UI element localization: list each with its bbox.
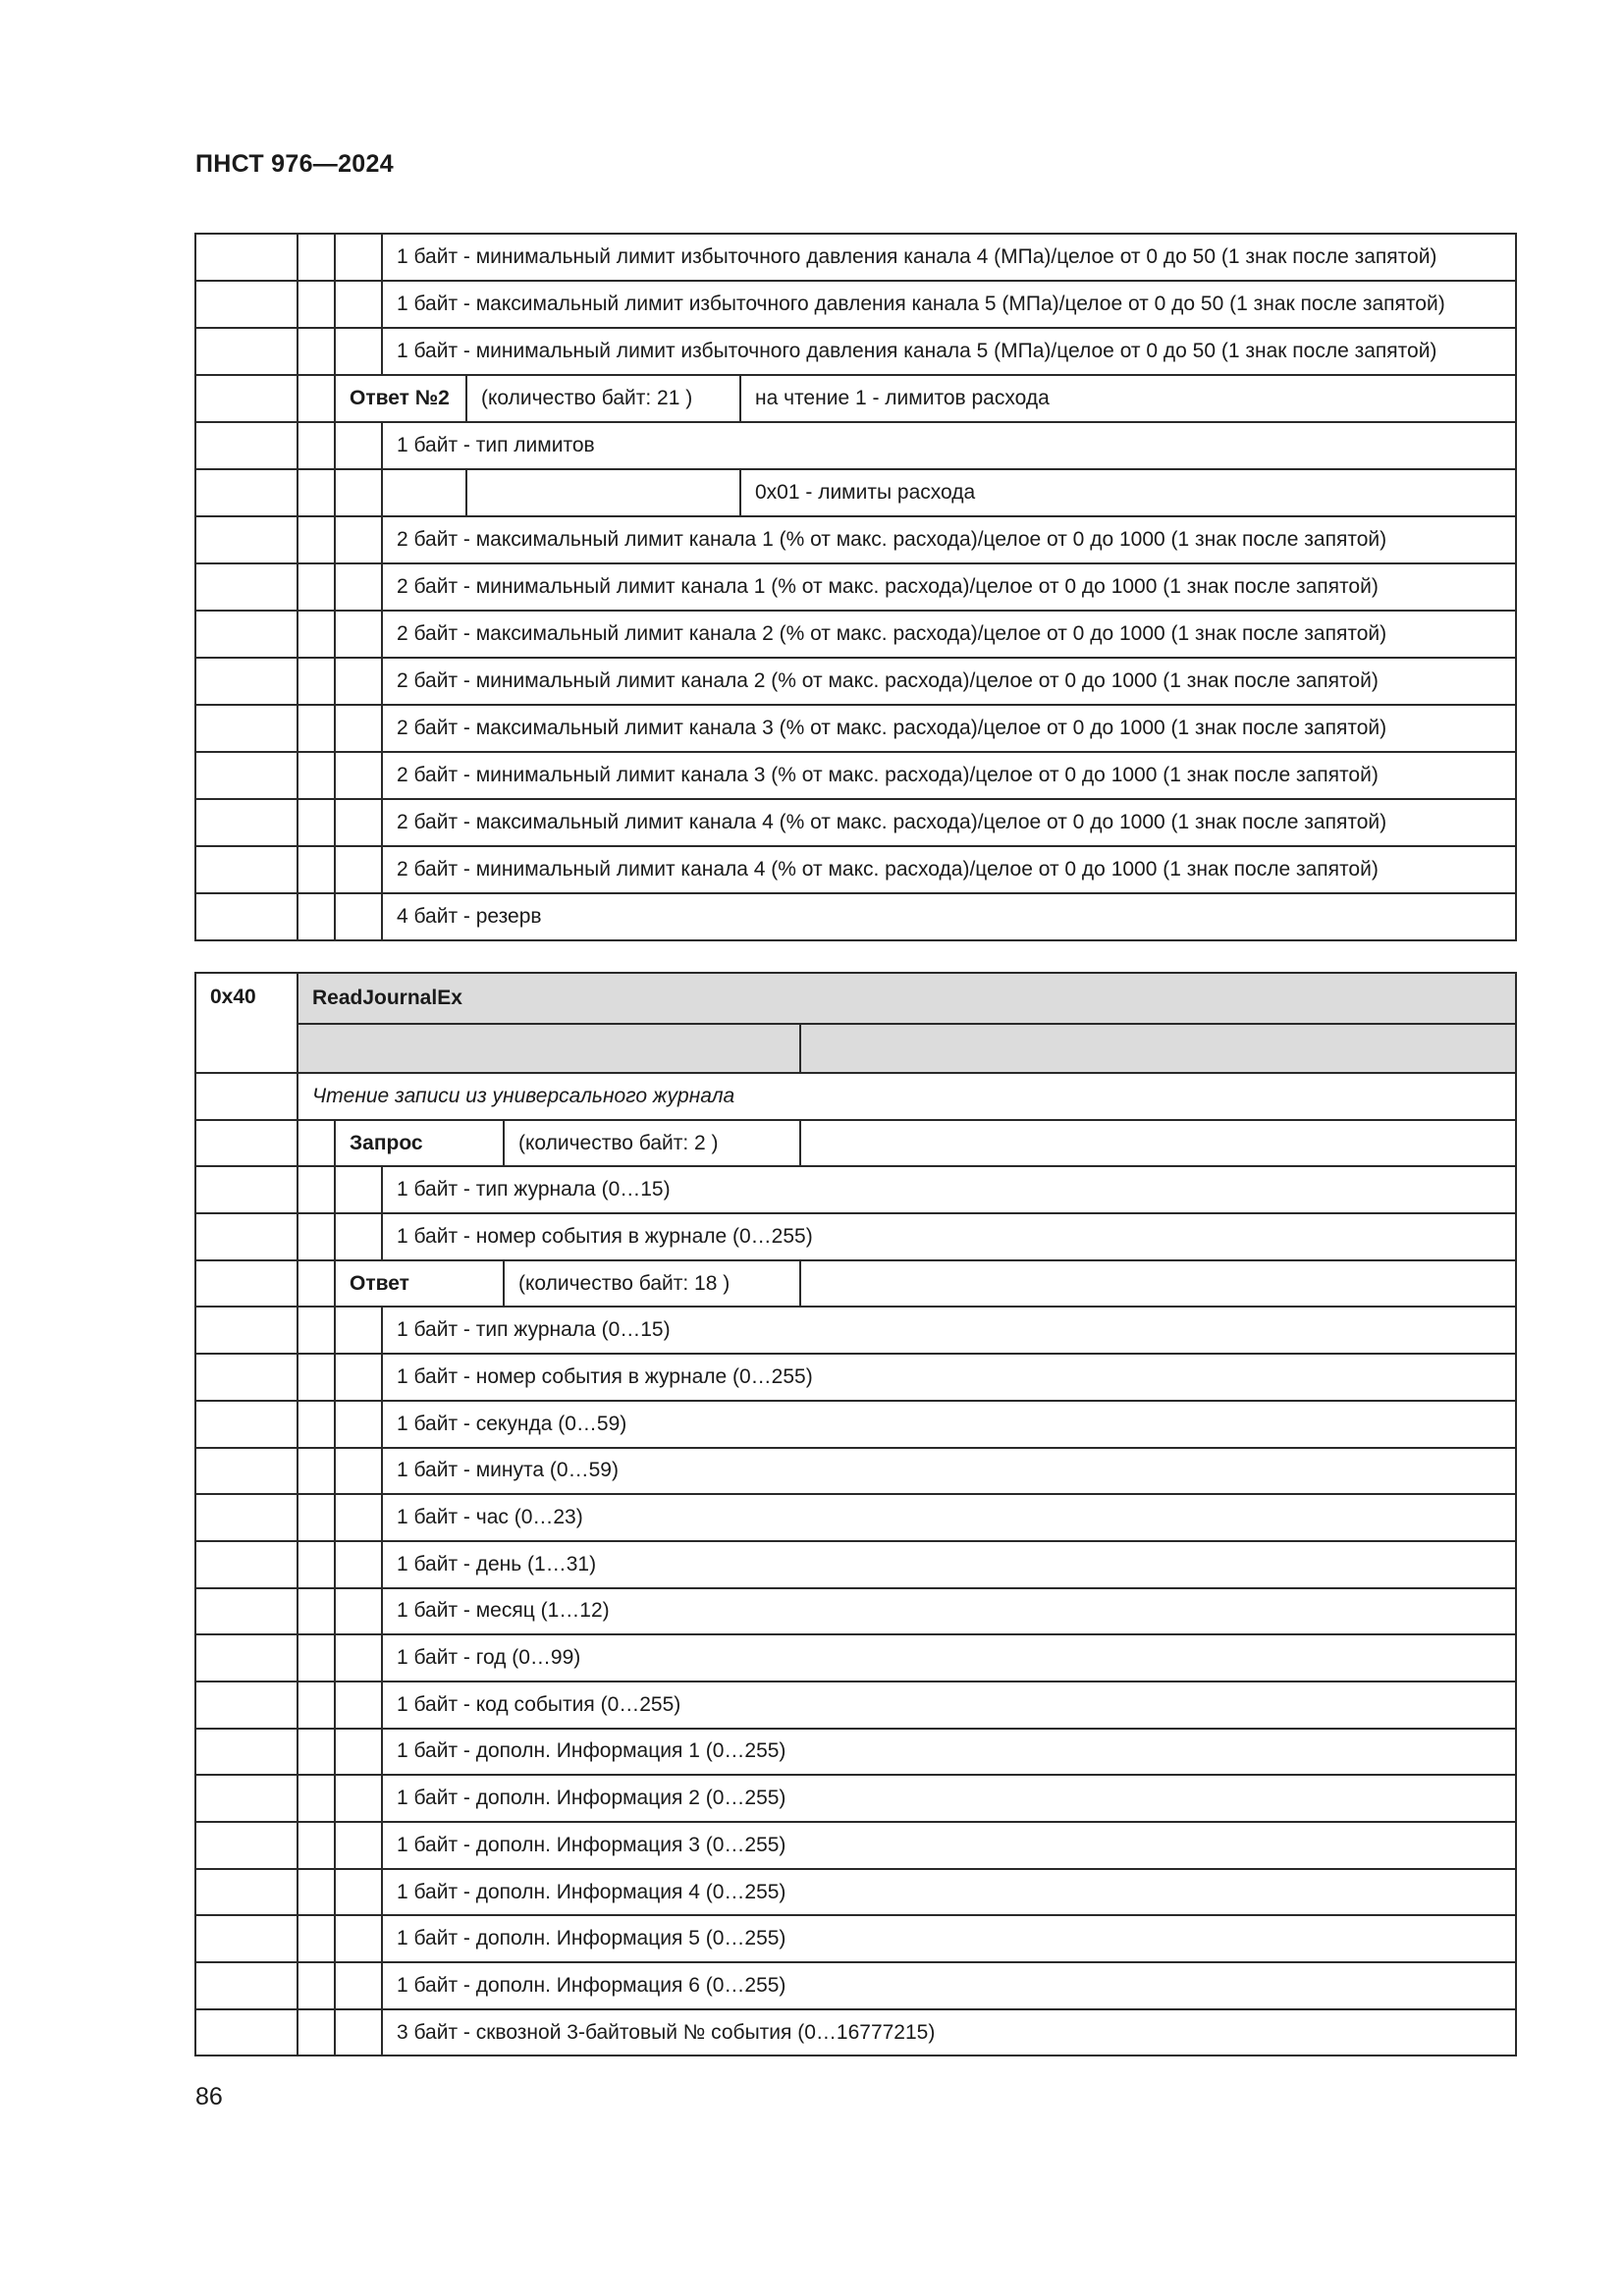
answer-label: Ответ №2: [335, 375, 466, 422]
table-row: [195, 1213, 1516, 1260]
field-description: 1 байт - дополн. Информация 4 (0…255): [382, 1869, 1516, 1916]
field-description: 2 байт - максимальный лимит канала 2 (% от макс. расхода)/целое от 0 до 1000 (1 знак после запятой): [382, 611, 1516, 658]
table-row: [195, 422, 1516, 469]
table-row: [195, 1073, 1516, 1120]
document-title: ПНСТ 976—2024: [195, 150, 394, 178]
field-description: 1 байт - дополн. Информация 2 (0…255): [382, 1775, 1516, 1822]
field-description: 1 байт - номер события в журнале (0…255): [382, 1213, 1516, 1260]
field-description: 1 байт - час (0…23): [382, 1494, 1516, 1541]
field-description: 1 байт - дополн. Информация 6 (0…255): [382, 1962, 1516, 2009]
command-name: ReadJournalEx: [298, 973, 1516, 1024]
field-description: 1 байт - минимальный лимит избыточного давления канала 4 (МПа)/целое от 0 до 50 (1 знак после запятой): [382, 234, 1516, 281]
request-bytes: (количество байт: 2 ): [504, 1120, 800, 1167]
field-description: 1 байт - тип журнала (0…15): [382, 1307, 1516, 1354]
field-description: 2 байт - максимальный лимит канала 3 (% от макс. расхода)/целое от 0 до 1000 (1 знак после запятой): [382, 705, 1516, 752]
field-description: 1 байт - тип журнала (0…15): [382, 1166, 1516, 1213]
table-row: [195, 281, 1516, 328]
limit-type-value: 0x01 - лимиты расхода: [740, 469, 1516, 516]
response-bytes: (количество байт: 18 ): [504, 1260, 800, 1308]
field-description: 1 байт - секунда (0…59): [382, 1401, 1516, 1448]
table-row: [195, 893, 1516, 940]
table-row: [195, 1634, 1516, 1682]
table-row: [195, 1729, 1516, 1776]
table-row: [195, 1494, 1516, 1541]
table-row: [195, 469, 1516, 516]
answer-description: на чтение 1 - лимитов расхода: [740, 375, 1516, 422]
request-header-row: [195, 1120, 1516, 1167]
command-code: 0x40: [195, 973, 298, 1073]
field-description: 2 байт - минимальный лимит канала 4 (% от макс. расхода)/целое от 0 до 1000 (1 знак после запятой): [382, 846, 1516, 893]
response-header-row: [195, 1260, 1516, 1308]
table-row: [195, 234, 1516, 281]
field-description: 1 байт - дополн. Информация 3 (0…255): [382, 1822, 1516, 1869]
table-row: [195, 516, 1516, 563]
field-description: 2 байт - минимальный лимит канала 2 (% от макс. расхода)/целое от 0 до 1000 (1 знак после запятой): [382, 658, 1516, 705]
command-header-row: [195, 973, 1516, 1024]
field-description: 1 байт - день (1…31): [382, 1541, 1516, 1588]
table-row: [195, 1166, 1516, 1213]
table-row: [195, 1307, 1516, 1354]
field-description: 1 байт - тип лимитов: [382, 422, 1516, 469]
table-row: [195, 1448, 1516, 1495]
table-row: [195, 563, 1516, 611]
field-description: 4 байт - резерв: [382, 893, 1516, 940]
table-row: [195, 705, 1516, 752]
command-description: Чтение записи из универсального журнала: [298, 1073, 1516, 1120]
limits-table: [194, 233, 1517, 941]
table-row: [195, 1401, 1516, 1448]
field-description: 1 байт - дополн. Информация 5 (0…255): [382, 1915, 1516, 1962]
field-description: 1 байт - год (0…99): [382, 1634, 1516, 1682]
table-row: [195, 1962, 1516, 2009]
table-row: [195, 658, 1516, 705]
field-description: 2 байт - минимальный лимит канала 1 (% от макс. расхода)/целое от 0 до 1000 (1 знак после запятой): [382, 563, 1516, 611]
table-row: [195, 1822, 1516, 1869]
table-row: [195, 846, 1516, 893]
table-row: [195, 752, 1516, 799]
table-row: [195, 1775, 1516, 1822]
field-description: 1 байт - минимальный лимит избыточного давления канала 5 (МПа)/целое от 0 до 50 (1 знак после запятой): [382, 328, 1516, 375]
field-description: 1 байт - минута (0…59): [382, 1448, 1516, 1495]
answer-header-row: [195, 375, 1516, 422]
field-description: 1 байт - месяц (1…12): [382, 1588, 1516, 1635]
page-number: 86: [195, 2083, 223, 2110]
table-row: [195, 328, 1516, 375]
request-label: Запрос: [335, 1120, 504, 1167]
field-description: 2 байт - максимальный лимит канала 1 (% от макс. расхода)/целое от 0 до 1000 (1 знак после запятой): [382, 516, 1516, 563]
field-description: 1 байт - максимальный лимит избыточного давления канала 5 (МПа)/целое от 0 до 50 (1 знак после запятой): [382, 281, 1516, 328]
table-row: [195, 1354, 1516, 1401]
field-description: 1 байт - код события (0…255): [382, 1682, 1516, 1729]
table-row: [195, 2009, 1516, 2056]
table-row: [195, 1682, 1516, 1729]
field-description: 1 байт - дополн. Информация 1 (0…255): [382, 1729, 1516, 1776]
response-label: Ответ: [335, 1260, 504, 1308]
table-row: [195, 1588, 1516, 1635]
table-row: [195, 1541, 1516, 1588]
table-row: [195, 1915, 1516, 1962]
answer-bytes: (количество байт: 21 ): [466, 375, 740, 422]
command-subheader-row: [195, 1024, 1516, 1073]
field-description: 2 байт - максимальный лимит канала 4 (% от макс. расхода)/целое от 0 до 1000 (1 знак после запятой): [382, 799, 1516, 846]
table-row: [195, 799, 1516, 846]
table-row: [195, 611, 1516, 658]
field-description: 2 байт - минимальный лимит канала 3 (% от макс. расхода)/целое от 0 до 1000 (1 знак после запятой): [382, 752, 1516, 799]
table-row: [195, 1869, 1516, 1916]
field-description: 1 байт - номер события в журнале (0…255): [382, 1354, 1516, 1401]
field-description: 3 байт - сквозной 3-байтовый № события (0…16777215): [382, 2009, 1516, 2056]
journal-command-table: [194, 972, 1517, 2056]
